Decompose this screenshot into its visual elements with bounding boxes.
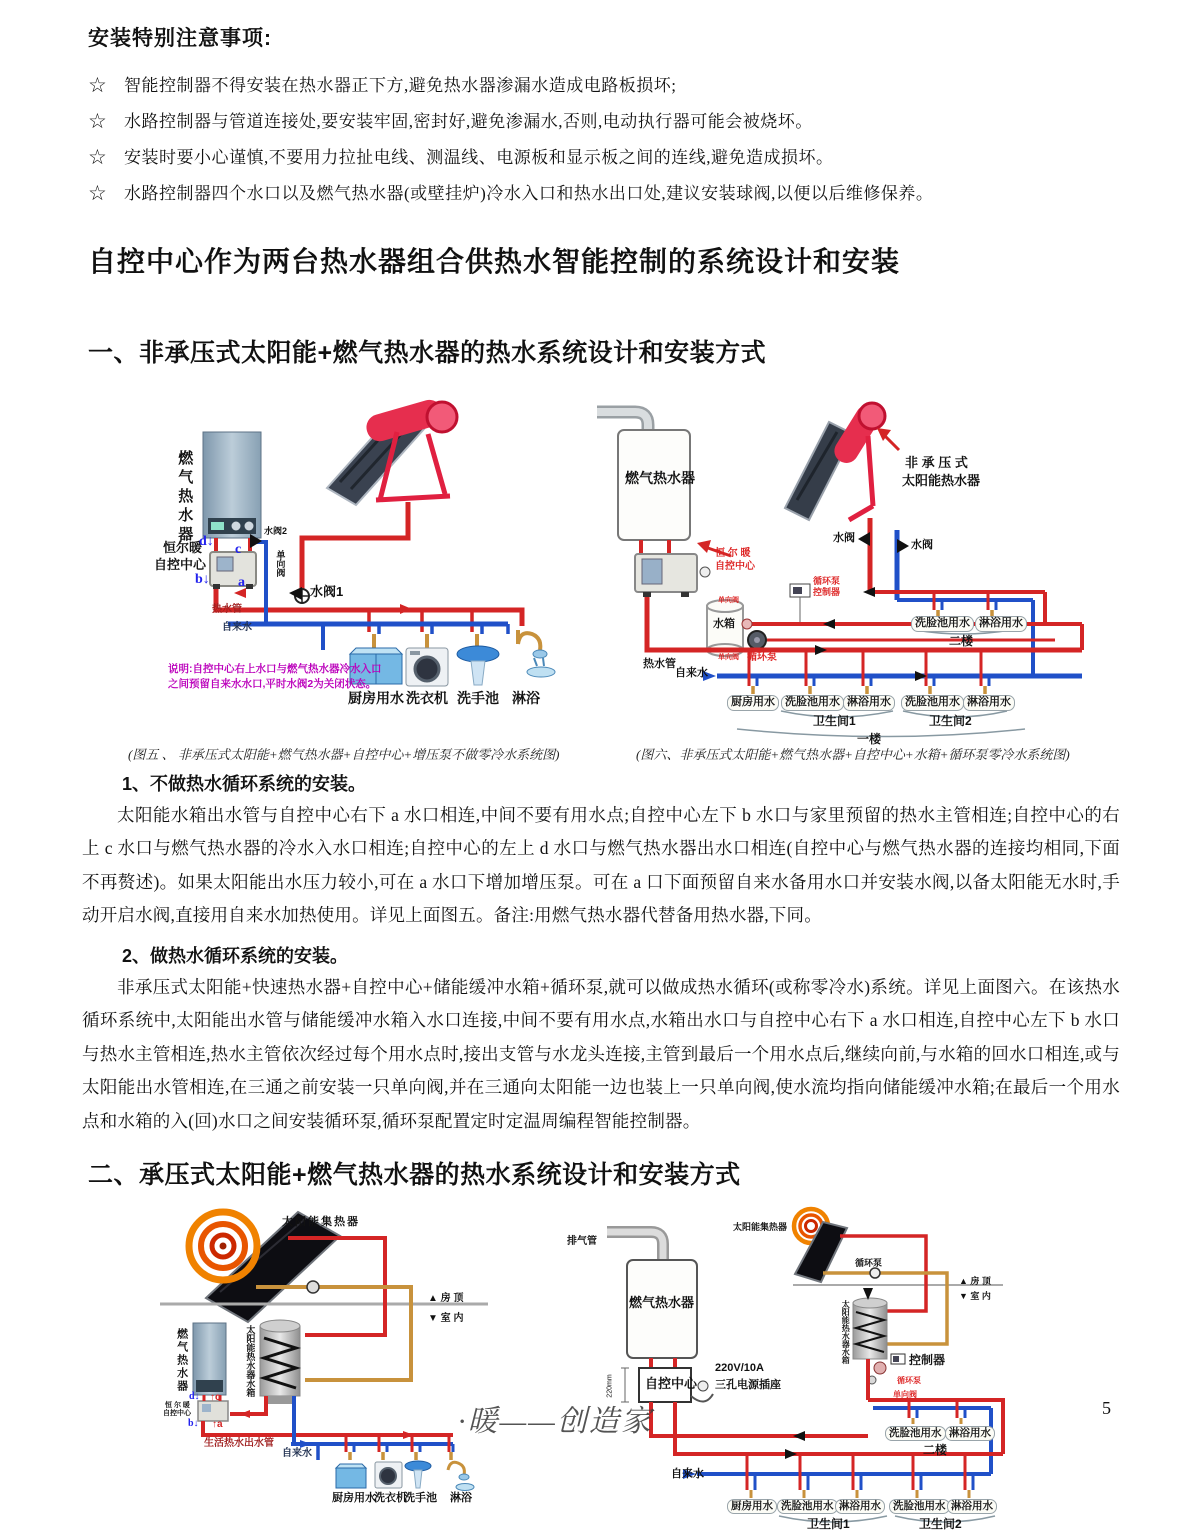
heater-connect-pipes	[216, 538, 250, 552]
fig5-port-a: a	[238, 575, 245, 590]
fig6-floor1-label: 一楼	[857, 732, 882, 746]
fig8-controller-label: 控制器	[909, 1353, 946, 1367]
fig8-wc1-label: 卫生间1	[807, 1517, 850, 1530]
fig7-art	[148, 1198, 583, 1530]
fig8-dimension-label: 220mm	[606, 1374, 614, 1398]
sub1-heading: 1、不做热水循环系统的安装。	[122, 774, 367, 794]
fig5-port-d: d↓	[199, 534, 214, 549]
section1-heading: 一、非承压式太阳能+燃气热水器的热水系统设计和安装方式	[88, 339, 767, 367]
fig8-kitchen-label: 厨房用水	[727, 1499, 777, 1514]
controller-icon	[891, 1354, 905, 1364]
fig8-f2-basin-label: 洗脸池用水	[885, 1426, 946, 1441]
figure6-caption: (图六、非承压式太阳能+燃气热水器+自控中心+水箱+循环泵零冷水系统图)	[636, 747, 1070, 762]
spiral-sun-icon	[189, 1212, 257, 1280]
fig5-cold-water-label: 自来水	[222, 622, 252, 633]
fig6-floor2-label: 二楼	[949, 634, 974, 648]
exhaust-pipe-icon	[607, 1232, 663, 1260]
fig8-wc1-shower-label: 淋浴用水	[835, 1499, 885, 1514]
power-socket-icon	[698, 1381, 708, 1391]
fig8-gas-heater-label: 燃气热水器	[629, 1295, 695, 1310]
figure-7-diagram	[148, 1198, 583, 1530]
notice-item	[88, 110, 1128, 133]
fig6-pump-controller-label: 循环泵	[813, 576, 841, 586]
fig5-basin-label: 洗手池	[457, 690, 499, 706]
fig6-wc1-shower-label: 淋浴用水	[843, 695, 895, 711]
sub2-heading: 2、做热水循环系统的安装。	[122, 946, 349, 966]
fig7-gas-heater-label: 燃气热水器	[175, 1328, 188, 1393]
fig6-pump-controller-label: 控制器	[813, 587, 841, 597]
check-valve-icon	[742, 619, 752, 629]
fig7-brand-label: 恒 尔 暖	[165, 1402, 190, 1409]
fig6-valve-label: 水阀	[833, 532, 855, 544]
fig5-brand-label: 自控中心	[154, 557, 207, 572]
fig5-valve1-label: 水阀1	[310, 584, 344, 599]
fig8-wc2-label: 卫生间2	[919, 1517, 962, 1530]
kitchen-cabinet-icon	[336, 1464, 366, 1488]
star-icon: ☆	[88, 182, 107, 205]
valve-icon	[307, 1281, 319, 1293]
fig6-wc2-basin-label: 洗脸池用水	[901, 695, 964, 711]
fig5-hot-pipe-label: 热水管	[212, 604, 242, 615]
fig8-cold-water-label: 自来水	[671, 1468, 704, 1480]
fig7-port-a: ↑a	[212, 1419, 223, 1430]
figure-6-diagram	[585, 388, 1120, 750]
fig5-kitchen-label: 厨房用水	[348, 690, 404, 706]
fig6-f2-shower-label: 淋浴用水	[975, 616, 1027, 632]
fig7-kitchen-label: 厨房用水	[332, 1492, 376, 1504]
paragraph-1: 太阳能水箱出水管与自控中心右下 a 水口相连,中间不要有用水点;自控中心左下 b 水口与家里预留的热水主管相连;自控中心的右上 c 水口与燃气热水器的冷水入水口相连;自控中心的左上 d 水口与燃气热水器出水口相连(自控中心与燃气热水器的连接均相同,下面不再赘述)。如果太阳能出水压力较小,可在 a 水口下增加增压泵。可在 a 口下面预留自来水备用水口并安装水阀,以备太阳能无水时,手动开启水阀,直接用自来水加热使用。详见上面图五。备注:用燃气热水器代替备用热水器,下同。	[82, 805, 1120, 926]
fig7-washer-label: 洗衣机	[374, 1492, 407, 1504]
fig8-f2-shower-label: 淋浴用水	[945, 1426, 995, 1441]
notice-item	[88, 74, 1128, 97]
valve-arrow-icon	[897, 539, 909, 553]
fig5-note-line2: 之间预留自来水水口,平时水阀2为关闭状态。	[168, 678, 377, 690]
control-center-icon	[210, 552, 256, 589]
gauge-icon	[700, 567, 710, 577]
star-icon: ☆	[88, 74, 107, 97]
notice-item-text: 水路控制器与管道连接处,要安装牢固,密封好,避免渗漏水,否则,电动执行器可能会被烧坏。	[124, 112, 813, 131]
fig8-exhaust-label: 排气管	[567, 1236, 597, 1247]
fig8-indoor-label: ▼ 室 内	[959, 1291, 991, 1301]
fig5-check-valve-label: 单向阀	[275, 550, 286, 577]
fig5-gas-heater-label: 燃气热水器	[176, 450, 194, 545]
notice-item-text: 安装时要小心谨慎,不要用力拉扯电线、测温线、电源板和显示板之间的连线,避免造成损坏。	[124, 148, 834, 167]
fig5-valve2-label: 水阀2	[264, 526, 288, 536]
fig7-tank-label: 太阳能热水器水箱	[245, 1325, 256, 1397]
fig8-power-label: 三孔电源插座	[715, 1379, 781, 1391]
star-icon: ☆	[88, 146, 107, 169]
shower-icon	[518, 633, 555, 677]
figure-5-diagram	[150, 392, 570, 744]
notice-list	[88, 74, 1128, 218]
notice-item-text: 智能控制器不得安装在热水器正下方,避免热水器渗漏水造成电路板损坏;	[124, 76, 677, 95]
fig6-solar-label: 太阳能热水器	[902, 473, 981, 488]
fig7-hot-out-label: 生活热水出水管	[204, 1438, 274, 1449]
figure-8-diagram	[555, 1196, 1060, 1530]
figure5-caption: (图五 、 非承压式太阳能+燃气热水器+自控中心+增压泵不做零冷水系统图)	[128, 747, 560, 762]
control-center-icon	[198, 1401, 228, 1421]
solar-tank-icon	[260, 1320, 300, 1404]
page-title: 自控中心作为两台热水器组合供热水智能控制的系统设计和安装	[88, 246, 901, 277]
pump-icon	[870, 1268, 880, 1278]
basin-icon	[457, 646, 499, 685]
solar-heater-icon	[327, 397, 457, 505]
fig5-shower-label: 淋浴	[512, 690, 540, 706]
fig7-collector-label: 太阳能集热器	[282, 1216, 360, 1228]
star-icon: ☆	[88, 110, 107, 133]
fig6-tank-label: 水箱	[713, 618, 735, 630]
circulation-pump-icon	[748, 631, 766, 649]
fig7-basin-label: 洗手池	[404, 1492, 437, 1504]
shower-icon	[448, 1462, 474, 1490]
valve-arrow-icon	[858, 532, 870, 546]
washing-machine-icon	[375, 1462, 402, 1488]
fig5-note-line1: 说明:自控中心右上水口与燃气热水器冷水入口	[168, 663, 382, 675]
pump-controller-icon	[790, 584, 810, 622]
fig8-pump-top-label: 循环泵	[855, 1258, 883, 1268]
notice-item	[88, 146, 1128, 169]
fig8-wc2-shower-label: 淋浴用水	[947, 1499, 997, 1514]
fig6-gas-heater-label: 燃气热水器	[625, 470, 695, 486]
watermark-text: ·暖——创造家	[458, 1405, 653, 1438]
fig8-pump2-label: 循环泵	[897, 1376, 921, 1385]
fig8-control-label: 自控中心	[645, 1376, 698, 1391]
fig8-collector-label: 太阳能集热器	[733, 1222, 788, 1232]
gas-heater-icon	[203, 432, 261, 538]
fig6-wc2-shower-label: 淋浴用水	[963, 695, 1015, 711]
washing-machine-icon	[406, 648, 448, 686]
fig7-brand-label: 自控中心	[163, 1410, 191, 1417]
fig8-floor2-label: 二楼	[923, 1443, 948, 1457]
section2-heading: 二、承压式太阳能+燃气热水器的热水系统设计和安装方式	[88, 1161, 741, 1189]
fig8-check-label: 单向阀	[893, 1390, 917, 1399]
fig7-shower-label: 淋浴	[450, 1492, 472, 1504]
basin-icon	[405, 1461, 431, 1488]
fig7-indoor-label: ▼ 室 内	[428, 1313, 464, 1324]
fig7-cold-water-label: 自来水	[282, 1448, 312, 1459]
fig6-solar-label: 非 承 压 式	[905, 455, 968, 470]
fig6-pump-label: 循环泵	[747, 652, 777, 663]
fig7-roof-label: ▲ 房 顶	[428, 1293, 464, 1304]
solar-tank-icon	[853, 1298, 887, 1359]
page-number: 5	[1102, 1398, 1111, 1418]
notice-item	[88, 182, 1128, 205]
fig6-f2-basin-label: 洗脸池用水	[911, 616, 974, 632]
fig8-wc1-basin-label: 洗脸池用水	[777, 1499, 838, 1514]
fig5-port-c: c	[235, 542, 242, 557]
fig8-art	[555, 1196, 1060, 1530]
hot-pipe	[302, 502, 408, 589]
fig6-wc1-label: 卫生间1	[813, 714, 856, 728]
check-valve-icon	[874, 1362, 886, 1374]
fig6-wc1-basin-label: 洗脸池用水	[781, 695, 844, 711]
fig6-brand-label: 恒 尔 暖	[715, 548, 751, 559]
fig8-power-label: 220V/10A	[715, 1362, 764, 1374]
fig8-roof-label: ▲ 房 顶	[959, 1276, 991, 1286]
paragraph-2: 非承压式太阳能+快速热水器+自控中心+储能缓冲水箱+循环泵,就可以做成热水循环(或称零冷水)系统。详见上面图六。在该热水循环系统中,太阳能出水管与储能缓冲水箱入水口连接,中间不要有用水点,水箱出水口与自控中心右下 a 水口相连,自控中心左下 b 水口与热水主管相连,热水主管依次经过每个用水点时,接出支管与水龙头连接,主管到最后一个用水点后,继续向前,与水箱的回水口相连,或与太阳能出水管相连,在三通之前安装一只单向阀,并在三通向太阳能一边也装上一只单向阀,使水流均指向储能缓冲水箱;在最后一个用水点和水箱的入(回)水口之间安装循环泵,循环泵配置定时定温周编程智能控制器。	[82, 977, 1120, 1131]
fig6-brand-label: 自控中心	[715, 561, 755, 572]
fig5-washer-label: 洗衣机	[406, 690, 448, 706]
fig6-check-valve-label: 单向阀	[718, 654, 739, 661]
fig7-port-b: b↓	[188, 1418, 199, 1429]
fig6-valve-label: 水阀	[911, 539, 933, 551]
fig6-cold-water-label: 自来水	[675, 667, 708, 679]
fig7-port-c: ↑c	[210, 1392, 221, 1403]
fig7-port-d: d↓	[189, 1391, 200, 1402]
fig5-brand-label: 恒尔暖	[163, 540, 203, 555]
control-center-icon	[635, 554, 697, 597]
fig8-tank-label: 太阳能热水器水箱	[841, 1300, 851, 1364]
solar-heater-icon	[785, 401, 885, 520]
gas-heater-icon	[193, 1323, 226, 1395]
fig8-wc2-basin-label: 洗脸池用水	[889, 1499, 950, 1514]
fig6-kitchen-label: 厨房用水	[727, 695, 779, 711]
hot-main-pipe	[203, 1421, 453, 1435]
fig6-check-valve-label: 单向阀	[718, 597, 739, 604]
notice-heading: 安装特别注意事项:	[88, 27, 272, 50]
fig6-hot-pipe-label: 热水管	[643, 658, 676, 670]
fig6-wc2-label: 卫生间2	[929, 714, 972, 728]
notice-item-text: 水路控制器四个水口以及燃气热水器(或壁挂炉)冷水入口和热水出口处,建议安装球阀,以便以后维修保养。	[124, 184, 934, 203]
fig5-port-b: b↓	[195, 572, 210, 587]
